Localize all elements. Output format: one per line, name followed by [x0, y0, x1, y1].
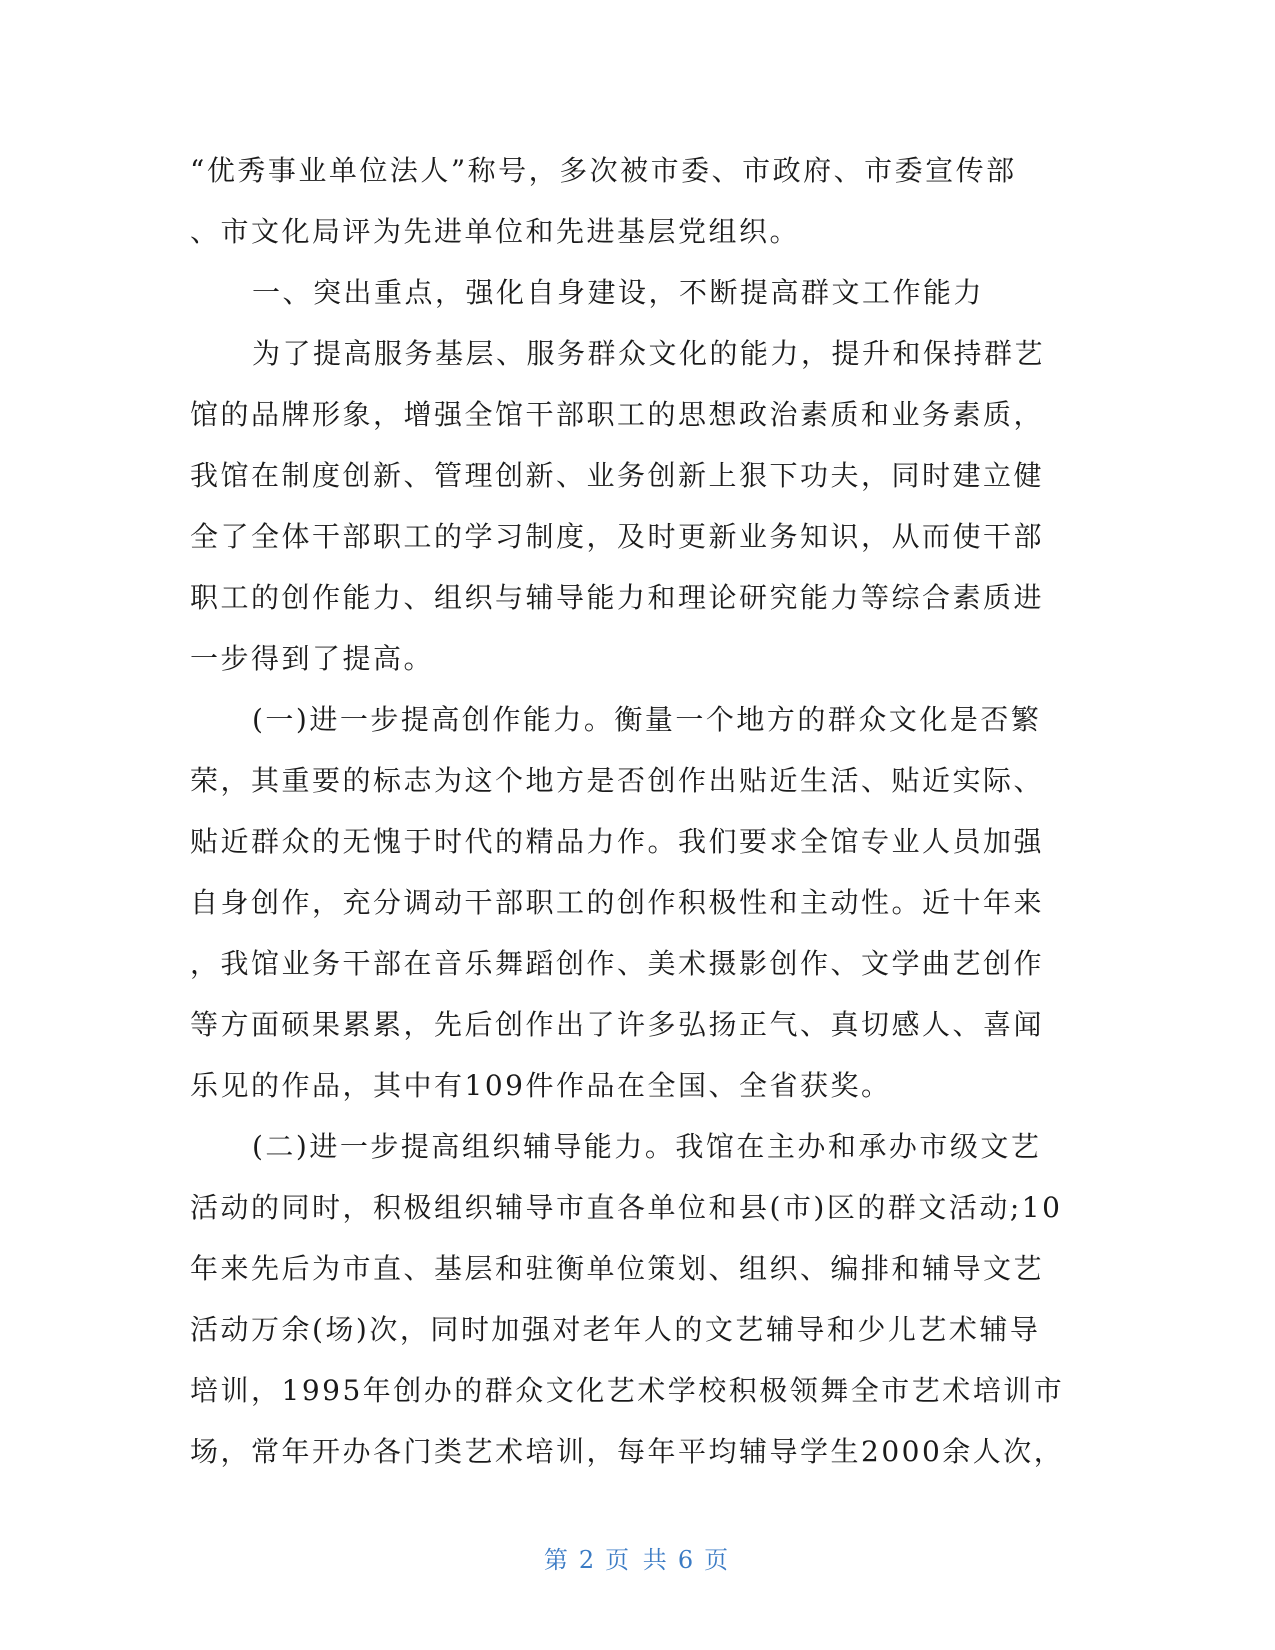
text-line: 职工的创作能力、组织与辅导能力和理论研究能力等综合素质进 [190, 581, 1045, 614]
text-line: 自身创作，充分调动干部职工的创作积极性和主动性。近十年来 [190, 886, 1045, 919]
text-line: 为了提高服务基层、服务群众文化的能力，提升和保持群艺 [252, 337, 1046, 370]
text-line: (一)进一步提高创作能力。衡量一个地方的群众文化是否繁 [252, 703, 1042, 736]
text-line: 全了全体干部职工的学习制度，及时更新业务知识，从而使干部 [190, 520, 1045, 553]
text-line: 馆的品牌形象，增强全馆干部职工的思想政治素质和业务素质， [190, 398, 1045, 431]
footer-suffix: 页 [704, 1546, 732, 1574]
text-line: 乐见的作品，其中有109件作品在全国、全省获奖。 [190, 1069, 892, 1102]
text-line: ，我馆业务干部在音乐舞蹈创作、美术摄影创作、文学曲艺创作 [190, 947, 1045, 980]
document-body [190, 140, 1070, 1482]
page-footer [0, 1540, 1275, 1575]
text-line: “优秀事业单位法人”称号，多次被市委、市政府、市委宣传部 [190, 154, 1017, 187]
total-page-count: 6 [677, 1546, 697, 1574]
text-line: 活动的同时，积极组织辅导市直各单位和县(市)区的群文活动;10 [190, 1191, 1063, 1224]
text-line: 活动万余(场)次，同时加强对老年人的文艺辅导和少儿艺术辅导 [190, 1313, 1041, 1346]
text-line: 场，常年开办各门类艺术培训，每年平均辅导学生2000余人次， [190, 1435, 1065, 1468]
text-line: 贴近群众的无愧于时代的精品力作。我们要求全馆专业人员加强 [190, 825, 1045, 858]
text-line: 培训，1995年创办的群众文化艺术学校积极领舞全市艺术培训市 [190, 1374, 1065, 1407]
footer-prefix: 第 [543, 1546, 571, 1574]
text-line: 等方面硕果累累，先后创作出了许多弘扬正气、真切感人、喜闻 [190, 1008, 1045, 1041]
text-line: 荣，其重要的标志为这个地方是否创作出贴近生活、贴近实际、 [190, 764, 1045, 797]
current-page-number: 2 [578, 1546, 598, 1574]
text-line: 一步得到了提高。 [190, 642, 435, 675]
section-heading: 一、突出重点，强化自身建设，不断提高群文工作能力 [252, 276, 985, 309]
text-line: 年来先后为市直、基层和驻衡单位策划、组织、编排和辅导文艺 [190, 1252, 1045, 1285]
text-line: 、市文化局评为先进单位和先进基层党组织。 [190, 215, 801, 248]
text-line: 我馆在制度创新、管理创新、业务创新上狠下功夫，同时建立健 [190, 459, 1045, 492]
text-line: (二)进一步提高组织辅导能力。我馆在主办和承办市级文艺 [252, 1130, 1042, 1163]
footer-mid: 页 共 [605, 1546, 670, 1574]
